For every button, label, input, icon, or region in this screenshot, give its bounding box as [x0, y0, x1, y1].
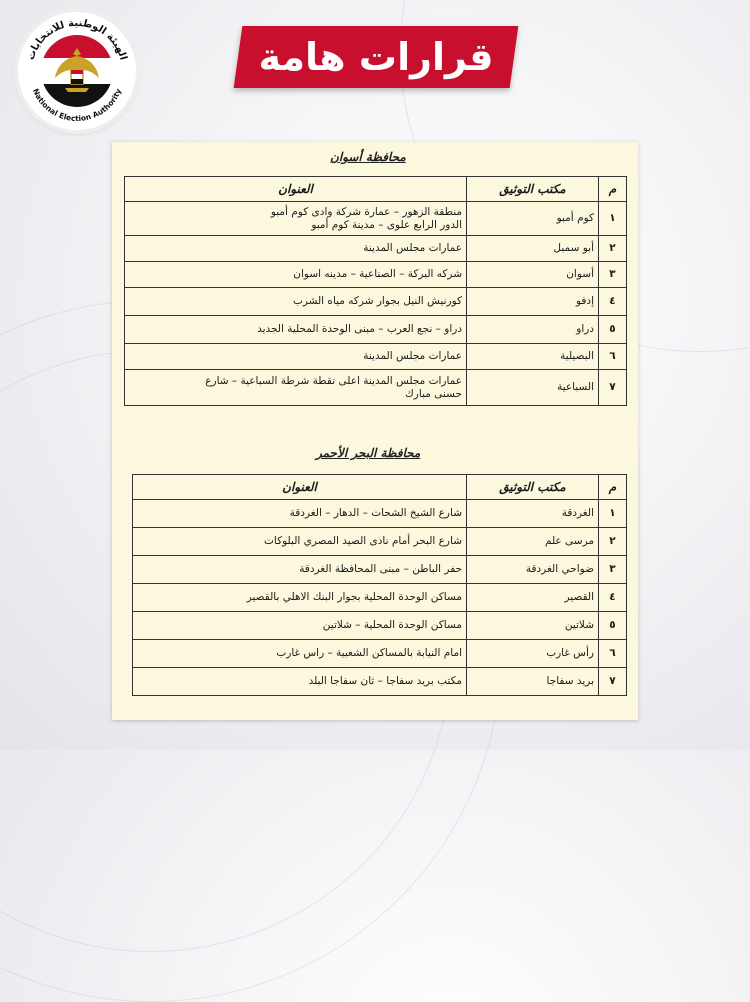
row-office: أسوان: [467, 262, 599, 288]
table-row: [125, 236, 627, 262]
row-office: القصير: [467, 584, 599, 612]
row-office: رأس غارب: [467, 640, 599, 668]
row-num: ٦: [599, 344, 627, 370]
row-office: دراو: [467, 316, 599, 344]
row-num: ٤: [599, 584, 627, 612]
row-address: عمارات مجلس المدينة: [125, 344, 467, 370]
row-office: إدفو: [467, 288, 599, 316]
row-num: ٤: [599, 288, 627, 316]
svg-text:National Election Authority: National Election Authority: [30, 87, 124, 124]
table-row: [133, 584, 627, 612]
table-row: [133, 500, 627, 528]
red-sea-table: [132, 474, 627, 696]
row-address: [125, 202, 467, 236]
header-address: العنوان: [133, 475, 467, 500]
row-num: ٧: [599, 668, 627, 696]
table-row: [125, 344, 627, 370]
row-office: شلاتين: [467, 612, 599, 640]
row-office: كوم أمبو: [467, 202, 599, 236]
header-office: مكتب التوثيق: [467, 475, 599, 500]
header-num: م: [599, 475, 627, 500]
header-num: م: [599, 177, 627, 202]
row-num: ٥: [599, 316, 627, 344]
aswan-table: [124, 176, 627, 406]
row-num: ٢: [599, 236, 627, 262]
table-row: [125, 316, 627, 344]
row-num: ١: [599, 202, 627, 236]
table-row: [125, 262, 627, 288]
row-num: ٣: [599, 262, 627, 288]
table-header-row: [133, 475, 627, 500]
row-office: مرسى علم: [467, 528, 599, 556]
row-address: شارع الشيخ الشحات – الدهار – الغردقة: [133, 500, 467, 528]
table-row: [133, 668, 627, 696]
row-address: امام النيابة بالمساكن الشعبية – راس غارب: [133, 640, 467, 668]
row-address: مساكن الوحدة المحلية بجوار البنك الاهلي بالقصير: [133, 584, 467, 612]
address-line-1: عمارات مجلس المدينة اعلى نقطة شرطة السباعية – شارع: [205, 374, 462, 387]
row-address: عمارات مجلس المدينة: [125, 236, 467, 262]
row-num: ٧: [599, 370, 627, 406]
row-address: دراو – نجع العرب – مبنى الوحدة المحلية الجديد: [125, 316, 467, 344]
row-address: كورنيش النيل بجوار شركه مياه الشرب: [125, 288, 467, 316]
row-num: ٦: [599, 640, 627, 668]
table-row: [133, 612, 627, 640]
table-row: [133, 528, 627, 556]
document-page: [112, 142, 638, 720]
row-office: بريد سفاجا: [467, 668, 599, 696]
row-office: الغردقة: [467, 500, 599, 528]
table-row: [125, 370, 627, 406]
header-address: العنوان: [125, 177, 467, 202]
row-office: ضواحي الغردقة: [467, 556, 599, 584]
aswan-title: محافظة أسوان: [330, 150, 406, 164]
row-address: حفر الباطن – مبنى المحافظة الغردقة: [133, 556, 467, 584]
table-row: [133, 556, 627, 584]
row-num: ٣: [599, 556, 627, 584]
table-row: [133, 640, 627, 668]
row-address: مكتب بريد سفاجا – ثان سفاجا البلد: [133, 668, 467, 696]
banner-title: قرارات هامة: [258, 35, 494, 79]
nea-logo: [18, 12, 136, 130]
row-office: أبو سمبل: [467, 236, 599, 262]
row-address: شارع البحر أمام نادى الصيد المصري البلوكات: [133, 528, 467, 556]
header-office: مكتب التوثيق: [467, 177, 599, 202]
address-line-2: الدور الرابع علوى – مدينة كوم أمبو: [311, 218, 462, 231]
row-num: ١: [599, 500, 627, 528]
table-row: [125, 202, 627, 236]
row-address: مساكن الوحدة المحلية – شلاتين: [133, 612, 467, 640]
table-header-row: [125, 177, 627, 202]
row-office: السباعية: [467, 370, 599, 406]
row-office: البصيلية: [467, 344, 599, 370]
red-sea-title: محافظة البحر الأحمر: [316, 446, 421, 460]
table-row: [125, 288, 627, 316]
svg-text:الهيئة الوطنية للانتخابات: الهيئة الوطنية للانتخابات: [25, 17, 129, 62]
row-num: ٥: [599, 612, 627, 640]
row-address: [125, 370, 467, 406]
row-address: شركه البركة – الصناعية – مدينه اسوان: [125, 262, 467, 288]
address-line-2: حسنى مبارك: [405, 387, 462, 400]
address-line-1: منطقة الزهور – عمارة شركة وادى كوم أمبو: [270, 205, 462, 218]
row-num: ٢: [599, 528, 627, 556]
